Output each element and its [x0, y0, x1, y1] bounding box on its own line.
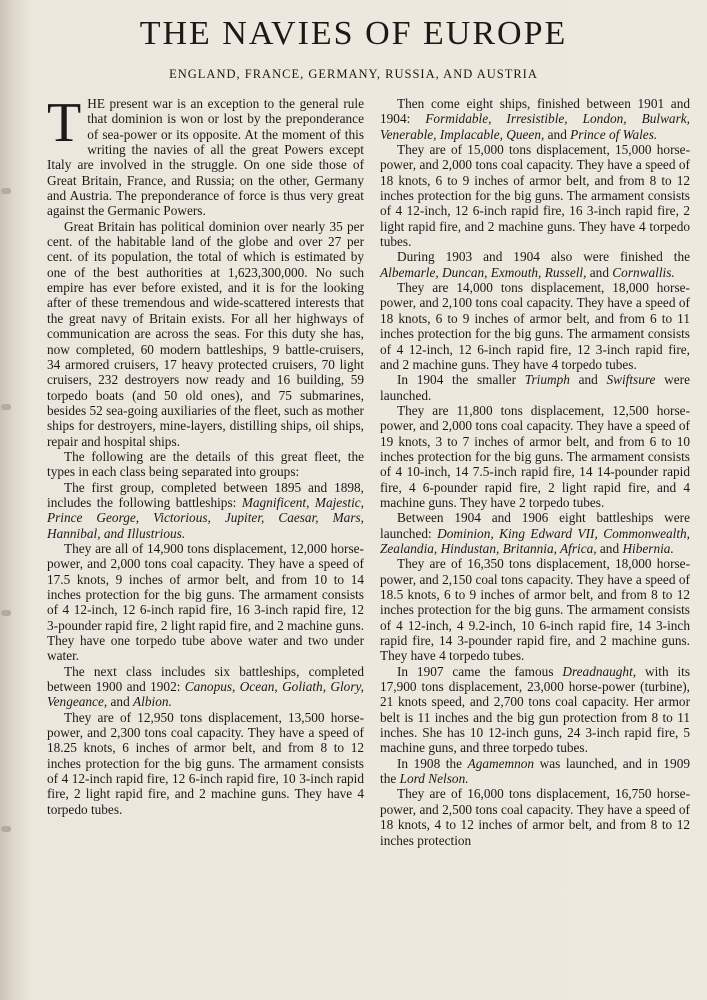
ship-names: Cornwallis.: [612, 264, 675, 280]
paragraph: In 1908 the Agamemnon was launched, and in 1909 the Lord Nelson.: [380, 755, 690, 787]
ship-names: Albion.: [133, 694, 172, 710]
paragraph: They are of 15,000 tons displacement, 15,000 horse-power, and 2,000 tons coal capacity. They have a speed of 18 knots, 6 to 9 inches of armor belt, and from 8 to 12 inches protection for the big guns. The armament consists of 4 12-inch, 12 6-inch rapid fire, 16 3-inch rapid fire, 2 light rapid fire, and 2 machine guns. They have 4 torpedo tubes.: [380, 142, 690, 250]
paragraph: The following are the details of this great fleet, the types in each class being separated into groups:: [47, 448, 364, 480]
paragraph: The first group, completed between 1895 and 1898, includes the following battleships: Magnificent, Majestic, Prince George, Victorious, Jupiter, Caesar, Mars, Hannibal, and Illustrious.: [47, 479, 364, 541]
ship-names: Hibernia.: [622, 540, 674, 556]
left-column: [47, 92, 364, 817]
right-column: [380, 96, 690, 848]
article-subtitle: ENGLAND, FRANCE, GERMANY, RUSSIA, AND AUSTRIA: [169, 67, 538, 81]
binding-hole: [1, 826, 11, 832]
ship-names: Prince of Wales.: [570, 126, 658, 142]
paragraph: In 1907 came the famous Dreadnaught, with its 17,900 tons displacement, 23,000 horse-power (turbine), 21 knots speed, and 2,700 tons coal capacity. Her armor belt is 11 inches and the big gun protection from 8 to 11 inches. She has 10 12-inch guns, 24 3-inch rapid fire, 5 machine guns, and three torpedo tubes.: [380, 663, 691, 756]
paragraph: They are of 16,350 tons displacement, 18,000 horse-power, and 2,150 coal tons capacity. They have a speed of 18.5 knots, 6 to 9 inches of armor belt, and from 8 to 12 inches protection for the big guns. The armament consists of 4 12-inch, 4 9.2-inch, 10 6-inch rapid fire, 14 3-inch rapid fire, 14 3-pounder rapid fire, and 2 machine guns. They have 4 torpedo tubes.: [380, 556, 690, 664]
paragraph: Great Britain has political dominion over nearly 35 per cent. of the habitable land of the globe and over 27 per cent. of its population, the total of which is estimated by one of the best authorities at 1,623,300,000. No such empire has ever before existed, and it is for the looking after of these tremendous and wide-scattered interests that the great navy of Britain exists. For all her highways of communication are across the seas. For this duty she has, now completed, 60 modern battleships, 9 battle-cruisers, 34 armored cruisers, 17 heavy protected cruisers, 70 light cruisers, 232 destroyers now ready and 16 building, 59 torpedo boats (and 50 old ones), and 75 submarines, besides 52 sea-going auxiliaries of the fleet, such as mother ships for destroyers, mine-layers, distilling ships, oil ships, repair and hospital ships.: [47, 218, 364, 449]
paragraph: They are all of 14,900 tons displacement, 12,000 horse-power, and 2,000 tons coal capacity. They have a speed of 17.5 knots, 9 inches of armor belt, and from 10 to 14 inches protection for the big guns. The armament consists of 4 12-inch, 12 6-inch rapid fire, 16 3-inch rapid fire, 12 3-pounder rapid fire, 2 light rapid fire, and 2 machine guns. They have one torpedo tube above water and two under water.: [47, 540, 364, 664]
ship-names: Formidable, Irresistible, London, Bulwark, Venerable, Implacable, Queen,: [380, 111, 690, 142]
ship-names: Magnificent, Majestic, Prince George, Victorious, Jupiter, Caesar, Mars, Hannibal, and Illustrious.: [47, 494, 364, 541]
ship-names: Swiftsure: [606, 372, 656, 388]
paragraph: They are of 12,950 tons displacement, 13,500 horse-power, and 2,300 tons coal capacity. They have a speed of 18.25 knots, 6 inches of armor belt, and from 8 to 12 inches protection for the big guns. The armament consists of 4 12-inch rapid fire, 12 6-inch rapid fire, 10 3-inch rapid fire, 2 light rapid fire, and 2 machine guns. They have 4 torpedo tubes.: [47, 709, 364, 817]
ship-names: Canopus, Ocean, Goliath, Glory, Vengeance,: [47, 679, 364, 710]
ship-names: Dreadnaught,: [562, 663, 637, 679]
paragraph: The next class includes six battleships, completed between 1900 and 1902: Canopus, Ocean, Goliath, Glory, Vengeance, and Albion.: [47, 663, 364, 710]
paragraph: They are of 16,000 tons displacement, 16,750 horse-power, and 2,500 tons coal capacity. They have a speed of 18 knots, 4 to 12 inches of armor belt, and from 8 to 12 inches protection: [380, 786, 690, 848]
ship-names: Triumph: [524, 372, 570, 388]
paragraph: Then come eight ships, finished between 1901 and 1904: Formidable, Irresistible, London, Bulwark, Venerable, Implacable, Queen, and Prince of Wales.: [380, 96, 690, 142]
paragraph: In 1904 the smaller Triumph and Swiftsure were launched.: [380, 372, 690, 403]
paragraph: They are 14,000 tons displacement, 18,000 horse-power, and 2,100 tons coal capacity. They have a speed of 18 knots, 6 to 9 inches of armor belt, and from 6 to 11 inches protection for the big guns. The armament consists of 4 12-inch, 12 6-inch rapid fire, 12 3-inch rapid fire, and 2 machine guns. They have 4 torpedo tubes.: [380, 280, 690, 372]
ship-names: Lord Nelson.: [399, 771, 469, 787]
binding-hole: [1, 404, 11, 410]
article-title: THE NAVIES OF EUROPE: [139, 15, 568, 52]
binding-hole: [1, 188, 11, 194]
paragraph: They are 11,800 tons displacement, 12,500 horse-power, and 2,000 tons coal capacity. They have a speed of 19 knots, 3 to 7 inches of armor belt, and from 6 to 10 inches protection for the big guns. The armament consists of 4 10-inch, 14 7.5-inch rapid fire, 14 14-pounder rapid fire, 4 6-pounder rapid fire, 2 light rapid fire, and 4 machine guns. They have 2 torpedo tubes.: [380, 402, 690, 510]
paragraph: During 1903 and 1904 also were finished the Albemarle, Duncan, Exmouth, Russell, and Cornwallis.: [380, 249, 690, 280]
ship-names: Albemarle, Duncan, Exmouth, Russell,: [380, 264, 587, 280]
paragraph: Between 1904 and 1906 eight battleships were launched: Dominion, King Edward VII, Commonwealth, Zealandia, Hindustan, Britannia, Africa, and Hibernia.: [380, 510, 691, 556]
ship-names: Dominion, King Edward VII, Commonwealth, Zealandia, Hindustan, Britannia, Africa,: [380, 525, 691, 556]
ship-names: Agamemnon: [467, 755, 535, 771]
drop-cap: T: [47, 92, 82, 154]
paragraph: THE present war is an exception to the general rule that dominion is won or lost by the preponderance of sea-power or its opposite. At the moment of this writing the navies of all the great Powers except Italy are involved in the struggle. On one side those of Great Britain, France, and Russia; on the other, Germany and Austria. The preponderance of force is thus very great against the Germanic Powers.: [47, 92, 364, 219]
binding-hole: [1, 610, 11, 616]
